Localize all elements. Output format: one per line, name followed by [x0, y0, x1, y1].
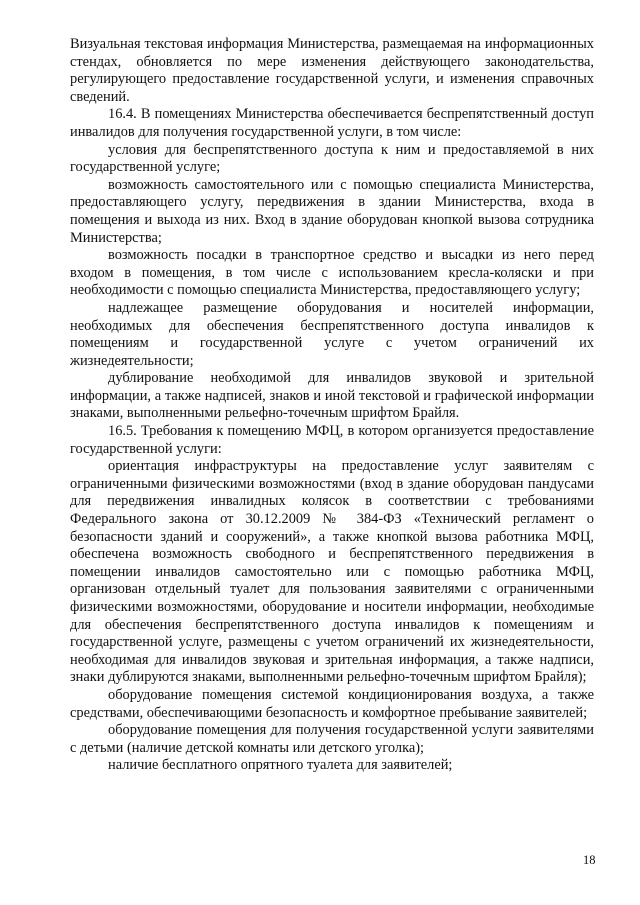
paragraph-16-5-heading: 16.5. Требования к помещению МФЦ, в котором организуется предоставление государственной услуги:	[70, 423, 594, 457]
document-page	[70, 36, 594, 775]
paragraph-transport-boarding: возможность посадки в транспортное средство и высадки из него перед входом в помещения, в том числе с использованием кресла-коляски и при необходимости с помощью специалиста Министерства, предоставляющего услугу;	[70, 247, 594, 299]
paragraph-16-4-heading: 16.4. В помещениях Министерства обеспечивается беспрепятственный доступ инвалидов для получения государственной услуги, в том числе:	[70, 106, 594, 140]
paragraph-braille-duplication: дублирование необходимой для инвалидов звуковой и зрительной информации, а также надписей, знаков и иной текстовой и графической информации знаками, выполненными рельефно-точечным шрифтом Брайля.	[70, 370, 594, 422]
paragraph-air-conditioning: оборудование помещения системой кондиционирования воздуха, а также средствами, обеспечивающими безопасность и комфортное пребывание заявителей;	[70, 686, 594, 721]
paragraph-equipment-placement: надлежащее размещение оборудования и носителей информации, необходимых для обеспечения беспрепятственного доступа инвалидов к помещениям и государственной услуге с учетом ограничений их жизнедеятельности;	[70, 299, 594, 369]
paragraph-access-conditions: условия для беспрепятственного доступа к ним и предоставляемой в них государственной услуге;	[70, 141, 594, 176]
page-number: 18	[583, 853, 596, 867]
paragraph-children-room: оборудование помещения для получения государственной услуги заявителями с детьми (наличие детской комнаты или детского уголка);	[70, 722, 594, 756]
paragraph-free-toilet: наличие бесплатного опрятного туалета для заявителей;	[108, 757, 453, 774]
paragraph-infrastructure-orientation: ориентация инфраструктуры на предоставление услуг заявителям с ограниченными физическими возможностями (вход в здание оборудован пандусами для передвижения инвалидных колясок в соответствии с требованиями Федерального закона от 30.12.2009 № 384-ФЗ «Технический регламент о безопасности зданий и сооружений», а также кнопкой вызова работника МФЦ, обеспечена возможность свободного и беспрепятственного передвижения в помещении инвалидов самостоятельно или с помощью работника МФЦ, организован отдельный туалет для пользования заявителями с ограниченными физическими возможностями, оборудование и носители информации, необходимые для обеспечения беспрепятственного доступа инвалидов к помещениям и государственной услуге, размещены с учетом ограничений их жизнедеятельности, необходимая для инвалидов звуковая и зрительная информация, а также надписи, знаки дублируются знаками, выполненными рельефно-точечным шрифтом Брайля);	[70, 458, 594, 686]
paragraph-movement-possibility: возможность самостоятельного или с помощью специалиста Министерства, предоставляющего услугу, передвижения в здании Министерства, входа в помещения и выхода из них. Вход в здание оборудован кнопкой вызова сотрудника Министерства;	[70, 176, 594, 246]
paragraph-info-stands: Визуальная текстовая информация Министерства, размещаемая на информационных стендах, обновляется по мере изменения действующего законодательства, регулирующего предоставление государственной услуги, и изменения справочных сведений.	[70, 36, 594, 105]
